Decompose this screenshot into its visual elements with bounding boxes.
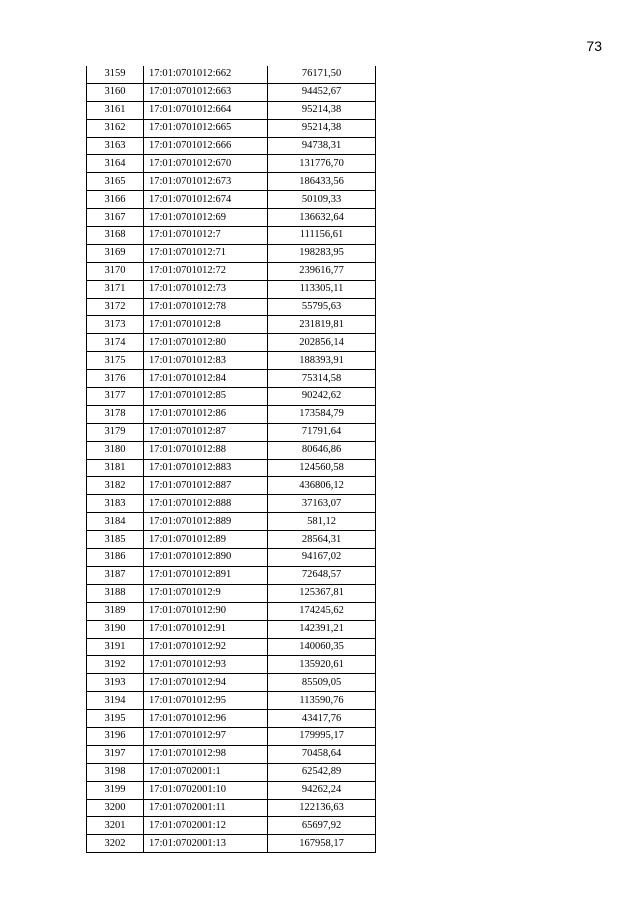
table-row xyxy=(87,817,376,835)
row-number: 3170 xyxy=(87,262,144,280)
row-number: 3160 xyxy=(87,83,144,101)
table-row xyxy=(87,835,376,853)
row-number: 3162 xyxy=(87,119,144,137)
cadastral-value: 239616,77 xyxy=(268,262,376,280)
row-number: 3182 xyxy=(87,477,144,495)
row-number: 3180 xyxy=(87,441,144,459)
table-row xyxy=(87,549,376,567)
table-row xyxy=(87,280,376,298)
table-row xyxy=(87,155,376,173)
cadastral-value: 581,12 xyxy=(268,513,376,531)
table-row xyxy=(87,459,376,477)
row-number: 3189 xyxy=(87,602,144,620)
cadastral-number: 17:01:0701012:673 xyxy=(144,173,268,191)
cadastral-value: 94738,31 xyxy=(268,137,376,155)
cadastral-value: 70458,64 xyxy=(268,745,376,763)
row-number: 3197 xyxy=(87,745,144,763)
cadastral-number: 17:01:0701012:887 xyxy=(144,477,268,495)
cadastral-number: 17:01:0701012:72 xyxy=(144,262,268,280)
cadastral-value: 80646,86 xyxy=(268,441,376,459)
cadastral-number: 17:01:0701012:94 xyxy=(144,674,268,692)
table-row xyxy=(87,83,376,101)
cadastral-number: 17:01:0701012:89 xyxy=(144,531,268,549)
row-number: 3198 xyxy=(87,763,144,781)
cadastral-number: 17:01:0701012:9 xyxy=(144,584,268,602)
cadastral-number: 17:01:0701012:7 xyxy=(144,227,268,245)
table-row xyxy=(87,244,376,262)
cadastral-number: 17:01:0701012:662 xyxy=(144,66,268,83)
cadastral-value: 188393,91 xyxy=(268,352,376,370)
cadastral-value: 43417,76 xyxy=(268,710,376,728)
row-number: 3195 xyxy=(87,710,144,728)
cadastral-number: 17:01:0701012:85 xyxy=(144,388,268,406)
cadastral-number: 17:01:0701012:95 xyxy=(144,692,268,710)
cadastral-number: 17:01:0701012:91 xyxy=(144,620,268,638)
row-number: 3175 xyxy=(87,352,144,370)
cadastral-value: 202856,14 xyxy=(268,334,376,352)
cadastral-value: 113590,76 xyxy=(268,692,376,710)
row-number: 3183 xyxy=(87,495,144,513)
cadastral-number: 17:01:0701012:90 xyxy=(144,602,268,620)
row-number: 3174 xyxy=(87,334,144,352)
cadastral-value: 28564,31 xyxy=(268,531,376,549)
table-row xyxy=(87,710,376,728)
row-number: 3159 xyxy=(87,66,144,83)
table-row xyxy=(87,441,376,459)
row-number: 3201 xyxy=(87,817,144,835)
table-row xyxy=(87,334,376,352)
cadastral-value: 55795,63 xyxy=(268,298,376,316)
row-number: 3172 xyxy=(87,298,144,316)
cadastral-value: 179995,17 xyxy=(268,727,376,745)
cadastral-value: 90242,62 xyxy=(268,388,376,406)
table-row xyxy=(87,370,376,388)
row-number: 3179 xyxy=(87,423,144,441)
cadastral-value: 37163,07 xyxy=(268,495,376,513)
table-row xyxy=(87,674,376,692)
cadastral-value: 131776,70 xyxy=(268,155,376,173)
cadastral-value-table xyxy=(86,66,376,853)
table-row xyxy=(87,262,376,280)
row-number: 3187 xyxy=(87,566,144,584)
row-number: 3164 xyxy=(87,155,144,173)
table-row xyxy=(87,656,376,674)
cadastral-number: 17:01:0701012:92 xyxy=(144,638,268,656)
row-number: 3192 xyxy=(87,656,144,674)
table-row xyxy=(87,209,376,227)
row-number: 3202 xyxy=(87,835,144,853)
cadastral-value: 135920,61 xyxy=(268,656,376,674)
cadastral-number: 17:01:0701012:88 xyxy=(144,441,268,459)
table-row xyxy=(87,477,376,495)
cadastral-number: 17:01:0701012:890 xyxy=(144,549,268,567)
row-number: 3171 xyxy=(87,280,144,298)
cadastral-value: 186433,56 xyxy=(268,173,376,191)
cadastral-number: 17:01:0701012:87 xyxy=(144,423,268,441)
cadastral-value: 72648,57 xyxy=(268,566,376,584)
cadastral-value: 122136,63 xyxy=(268,799,376,817)
cadastral-number: 17:01:0701012:883 xyxy=(144,459,268,477)
cadastral-number: 17:01:0702001:12 xyxy=(144,817,268,835)
cadastral-number: 17:01:0701012:674 xyxy=(144,191,268,209)
cadastral-value: 136632,64 xyxy=(268,209,376,227)
table-row xyxy=(87,298,376,316)
table-row xyxy=(87,495,376,513)
row-number: 3185 xyxy=(87,531,144,549)
cadastral-number: 17:01:0701012:86 xyxy=(144,405,268,423)
cadastral-value: 142391,21 xyxy=(268,620,376,638)
cadastral-number: 17:01:0701012:666 xyxy=(144,137,268,155)
cadastral-number: 17:01:0701012:98 xyxy=(144,745,268,763)
cadastral-number: 17:01:0701012:665 xyxy=(144,119,268,137)
cadastral-value: 111156,61 xyxy=(268,227,376,245)
table-row xyxy=(87,763,376,781)
cadastral-value: 95214,38 xyxy=(268,101,376,119)
cadastral-value: 113305,11 xyxy=(268,280,376,298)
cadastral-value: 198283,95 xyxy=(268,244,376,262)
cadastral-number: 17:01:0701012:78 xyxy=(144,298,268,316)
row-number: 3181 xyxy=(87,459,144,477)
table-row xyxy=(87,727,376,745)
row-number: 3190 xyxy=(87,620,144,638)
cadastral-number: 17:01:0701012:93 xyxy=(144,656,268,674)
row-number: 3200 xyxy=(87,799,144,817)
table-row xyxy=(87,173,376,191)
cadastral-number: 17:01:0701012:888 xyxy=(144,495,268,513)
cadastral-number: 17:01:0701012:80 xyxy=(144,334,268,352)
table-row xyxy=(87,799,376,817)
cadastral-number: 17:01:0702001:10 xyxy=(144,781,268,799)
table-row xyxy=(87,620,376,638)
row-number: 3196 xyxy=(87,727,144,745)
table-row xyxy=(87,602,376,620)
cadastral-number: 17:01:0701012:664 xyxy=(144,101,268,119)
cadastral-number: 17:01:0701012:889 xyxy=(144,513,268,531)
cadastral-value: 85509,05 xyxy=(268,674,376,692)
cadastral-number: 17:01:0701012:71 xyxy=(144,244,268,262)
table-row xyxy=(87,781,376,799)
cadastral-number: 17:01:0701012:97 xyxy=(144,727,268,745)
table-row xyxy=(87,101,376,119)
cadastral-value: 94167,02 xyxy=(268,549,376,567)
table-row xyxy=(87,405,376,423)
cadastral-number: 17:01:0701012:670 xyxy=(144,155,268,173)
cadastral-number: 17:01:0701012:8 xyxy=(144,316,268,334)
cadastral-value: 174245,62 xyxy=(268,602,376,620)
row-number: 3166 xyxy=(87,191,144,209)
row-number: 3168 xyxy=(87,227,144,245)
row-number: 3169 xyxy=(87,244,144,262)
row-number: 3177 xyxy=(87,388,144,406)
table-row xyxy=(87,566,376,584)
cadastral-number: 17:01:0701012:73 xyxy=(144,280,268,298)
table-row xyxy=(87,119,376,137)
cadastral-value: 231819,81 xyxy=(268,316,376,334)
cadastral-number: 17:01:0701012:83 xyxy=(144,352,268,370)
table-row xyxy=(87,352,376,370)
cadastral-value: 125367,81 xyxy=(268,584,376,602)
table-body xyxy=(87,66,376,853)
cadastral-value: 76171,50 xyxy=(268,66,376,83)
cadastral-value: 71791,64 xyxy=(268,423,376,441)
row-number: 3173 xyxy=(87,316,144,334)
table-row xyxy=(87,227,376,245)
table-row xyxy=(87,638,376,656)
row-number: 3167 xyxy=(87,209,144,227)
table-row xyxy=(87,513,376,531)
cadastral-value: 94452,67 xyxy=(268,83,376,101)
table-row xyxy=(87,316,376,334)
cadastral-value: 75314,58 xyxy=(268,370,376,388)
row-number: 3176 xyxy=(87,370,144,388)
row-number: 3193 xyxy=(87,674,144,692)
cadastral-value: 436806,12 xyxy=(268,477,376,495)
row-number: 3163 xyxy=(87,137,144,155)
page-number: 73 xyxy=(586,38,602,54)
cadastral-value: 65697,92 xyxy=(268,817,376,835)
cadastral-number: 17:01:0702001:11 xyxy=(144,799,268,817)
table-row xyxy=(87,531,376,549)
row-number: 3191 xyxy=(87,638,144,656)
cadastral-value: 140060,35 xyxy=(268,638,376,656)
cadastral-number: 17:01:0701012:96 xyxy=(144,710,268,728)
table-row xyxy=(87,191,376,209)
row-number: 3186 xyxy=(87,549,144,567)
table-row xyxy=(87,584,376,602)
row-number: 3165 xyxy=(87,173,144,191)
row-number: 3188 xyxy=(87,584,144,602)
row-number: 3178 xyxy=(87,405,144,423)
cadastral-value: 167958,17 xyxy=(268,835,376,853)
cadastral-value: 124560,58 xyxy=(268,459,376,477)
row-number: 3184 xyxy=(87,513,144,531)
cadastral-number: 17:01:0702001:1 xyxy=(144,763,268,781)
cadastral-number: 17:01:0702001:13 xyxy=(144,835,268,853)
table-row xyxy=(87,388,376,406)
row-number: 3194 xyxy=(87,692,144,710)
cadastral-value: 94262,24 xyxy=(268,781,376,799)
cadastral-value: 95214,38 xyxy=(268,119,376,137)
table-row xyxy=(87,745,376,763)
cadastral-number: 17:01:0701012:84 xyxy=(144,370,268,388)
table-row xyxy=(87,423,376,441)
cadastral-number: 17:01:0701012:69 xyxy=(144,209,268,227)
cadastral-value: 62542,89 xyxy=(268,763,376,781)
row-number: 3161 xyxy=(87,101,144,119)
table-row xyxy=(87,692,376,710)
cadastral-value: 173584,79 xyxy=(268,405,376,423)
table-row xyxy=(87,137,376,155)
table-row xyxy=(87,66,376,83)
cadastral-value: 50109,33 xyxy=(268,191,376,209)
cadastral-number: 17:01:0701012:663 xyxy=(144,83,268,101)
row-number: 3199 xyxy=(87,781,144,799)
cadastral-number: 17:01:0701012:891 xyxy=(144,566,268,584)
